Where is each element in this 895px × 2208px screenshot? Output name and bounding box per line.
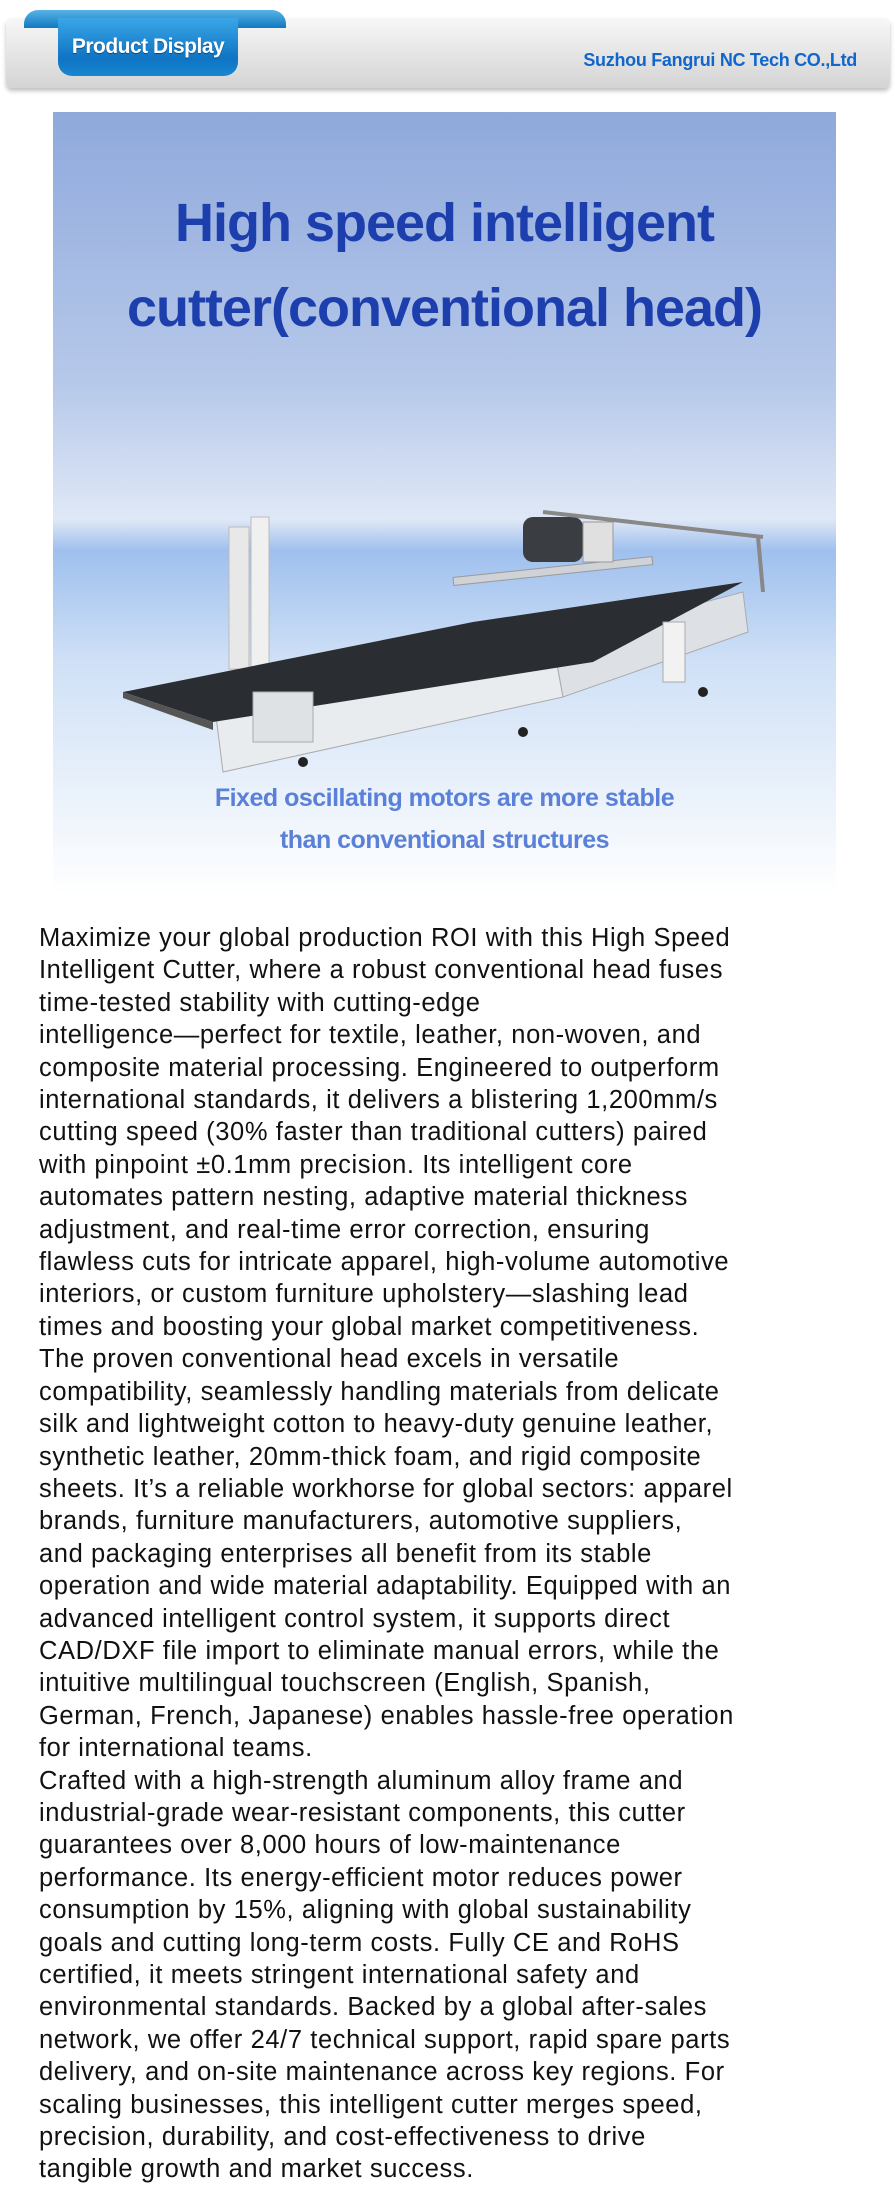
- description-line: brands, furniture manufacturers, automotive suppliers,: [39, 1507, 683, 1536]
- description-line: silk and lightweight cotton to heavy-duty genuine leather,: [39, 1410, 714, 1439]
- description-line: guarantees over 8,000 hours of low-maintenance: [39, 1831, 621, 1860]
- description-line: German, French, Japanese) enables hassle-free operation: [39, 1701, 734, 1730]
- description-line: automates pattern nesting, adaptive material thickness: [39, 1183, 688, 1212]
- description-line: The proven conventional head excels in versatile: [39, 1345, 620, 1374]
- description-line: delivery, and on-site maintenance across key regions. For: [39, 2058, 725, 2087]
- description-line: Crafted with a high-strength aluminum alloy frame and: [39, 1766, 684, 1795]
- description-line: environmental standards. Backed by a global after-sales: [39, 1993, 708, 2022]
- description-line: with pinpoint ±0.1mm precision. Its intelligent core: [39, 1150, 633, 1179]
- description-line: precision, durability, and cost-effectiveness to drive: [39, 2123, 646, 2152]
- hero-title-line2: cutter(conventional head): [126, 278, 763, 338]
- description-line: flawless cuts for intricate apparel, high-volume automotive: [39, 1248, 730, 1277]
- description-line: industrial-grade wear-resistant components, this cutter: [39, 1798, 686, 1827]
- description-line: interiors, or custom furniture upholstery—slashing lead: [39, 1280, 689, 1309]
- description-line: time-tested stability with cutting-edge: [39, 988, 481, 1017]
- hero-subtitle-line2: than conventional structures: [279, 826, 610, 854]
- description-line: network, we offer 24/7 technical support, rapid spare parts: [39, 2025, 731, 2054]
- description-line: adjustment, and real-time error correction, ensuring: [39, 1215, 650, 1244]
- description-line: for international teams.: [39, 1734, 313, 1763]
- description-line: operation and wide material adaptability. Equipped with an: [39, 1572, 732, 1601]
- description-line: scaling businesses, this intelligent cutter merges speed,: [39, 2090, 703, 2119]
- description-line: intelligence—perfect for textile, leather, non-woven, and: [39, 1021, 702, 1050]
- product-hero-image: [53, 112, 836, 895]
- description-line: and packaging enterprises all benefit from its stable: [39, 1539, 652, 1568]
- description-line: Intelligent Cutter, where a robust conventional head fuses: [39, 956, 724, 985]
- description-line: Maximize your global production ROI with this High Speed: [39, 924, 731, 952]
- description-line: certified, it meets stringent international safety and: [39, 1961, 640, 1989]
- description-line: goals and cutting long-term costs. Fully CE and RoHS: [39, 1928, 680, 1957]
- description-line: synthetic leather, 20mm-thick foam, and rigid composite: [39, 1442, 702, 1471]
- cutter-machine-illustration: [123, 392, 783, 782]
- product-description: [39, 922, 879, 2186]
- ribbon-label: Product Display: [71, 35, 225, 58]
- description-line: advanced intelligent control system, it supports direct: [39, 1604, 671, 1633]
- hero-subtitle-line1: Fixed oscillating motors are more stable: [214, 784, 675, 812]
- description-line: cutting speed (30% faster than traditional cutters) paired: [39, 1118, 708, 1147]
- description-line: compatibility, seamlessly handling materials from delicate: [39, 1377, 720, 1406]
- description-line: performance. Its energy-efficient motor reduces power: [39, 1863, 683, 1892]
- description-line: CAD/DXF file import to eliminate manual errors, while the: [39, 1636, 720, 1665]
- hero-title-line1: High speed intelligent: [174, 193, 715, 253]
- company-name: Suzhou Fangrui NC Tech CO.,Ltd: [583, 50, 857, 70]
- description-line: intuitive multilingual touchscreen (English, Spanish,: [39, 1669, 651, 1698]
- description-line: times and boosting your global market competitiveness.: [39, 1312, 700, 1341]
- product-display-ribbon: [58, 18, 238, 76]
- description-line: sheets. It’s a reliable workhorse for global sectors: apparel: [39, 1474, 733, 1503]
- description-line: composite material processing. Engineered to outperform: [39, 1053, 720, 1082]
- description-line: international standards, it delivers a blistering 1,200mm/s: [39, 1086, 718, 1115]
- description-line: tangible growth and market success.: [39, 2155, 474, 2184]
- description-line: consumption by 15%, aligning with global sustainability: [39, 1896, 692, 1925]
